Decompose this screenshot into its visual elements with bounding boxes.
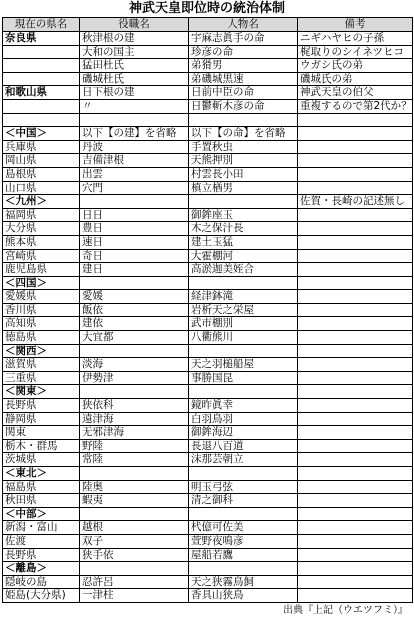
- position-cell: 大宜都: [80, 331, 189, 345]
- prefecture-cell: [3, 59, 80, 73]
- position-cell: 豊日: [80, 222, 189, 236]
- prefecture-cell: [3, 45, 80, 59]
- notes-cell: [298, 127, 413, 141]
- person-cell: 明玉弓弦: [189, 480, 298, 494]
- column-header-notes: 備考: [298, 18, 413, 32]
- table-row: [3, 32, 413, 46]
- table-row: [3, 195, 413, 209]
- prefecture-cell: 三重県: [3, 371, 80, 385]
- person-cell: 日鬱斬木彦の命: [189, 99, 298, 113]
- table-row: [3, 358, 413, 372]
- prefecture-cell: 栃木・群馬: [3, 439, 80, 453]
- governance-table: [2, 17, 413, 603]
- person-cell: 岩析天之栄屋: [189, 303, 298, 317]
- prefecture-cell: 徳島県: [3, 331, 80, 345]
- person-cell: 宇麻志眞手の命: [189, 32, 298, 46]
- table-row: [3, 167, 413, 181]
- notes-cell: [298, 276, 413, 290]
- position-cell: [80, 507, 189, 521]
- table-row: [3, 317, 413, 331]
- person-cell: 杙億可佐美: [189, 521, 298, 535]
- notes-cell: 梶取りのシイネツヒコ: [298, 45, 413, 59]
- prefecture-cell: 長野県: [3, 399, 80, 413]
- person-cell: 清之御科: [189, 494, 298, 508]
- notes-cell: [298, 344, 413, 358]
- position-cell: 速日: [80, 235, 189, 249]
- prefecture-cell: ＜中部＞: [3, 507, 80, 521]
- prefecture-cell: 福岡県: [3, 208, 80, 222]
- position-cell: 越根: [80, 521, 189, 535]
- position-cell: 出雲: [80, 167, 189, 181]
- notes-cell: [298, 371, 413, 385]
- notes-cell: 佐賀・長崎の記述無し: [298, 195, 413, 209]
- prefecture-cell: ＜関東＞: [3, 385, 80, 399]
- person-cell: 香具山狭鳥: [189, 589, 298, 603]
- prefecture-cell: ＜東北＞: [3, 467, 80, 481]
- notes-cell: [298, 154, 413, 168]
- source-citation: 出典『上記（ウエツフミ）』: [283, 604, 408, 616]
- notes-cell: [298, 385, 413, 399]
- position-cell: [80, 385, 189, 399]
- position-cell: 建依: [80, 317, 189, 331]
- position-cell: 蝦夷: [80, 494, 189, 508]
- position-cell: 飯依: [80, 303, 189, 317]
- position-cell: [80, 344, 189, 358]
- table-row: [3, 507, 413, 521]
- position-cell: 建日: [80, 263, 189, 277]
- person-cell: 武市棚別: [189, 317, 298, 331]
- prefecture-cell: 兵庫県: [3, 140, 80, 154]
- position-cell: 日日: [80, 208, 189, 222]
- table-row: [3, 494, 413, 508]
- position-cell: 以下【の建】を省略: [80, 127, 189, 141]
- position-cell: 陸奥: [80, 480, 189, 494]
- table-row: [3, 480, 413, 494]
- table-row: [3, 344, 413, 358]
- table-row: [3, 399, 413, 413]
- prefecture-cell: ＜中国＞: [3, 127, 80, 141]
- notes-cell: [298, 467, 413, 481]
- notes-cell: [298, 358, 413, 372]
- person-cell: 木之保汁長: [189, 222, 298, 236]
- position-cell: 〃: [80, 99, 189, 113]
- position-cell: 秋津根の建: [80, 32, 189, 46]
- column-header-prefecture: 現在の県名: [3, 18, 80, 32]
- header-row: [3, 18, 413, 32]
- notes-cell: [298, 548, 413, 562]
- table-row: [3, 562, 413, 576]
- notes-cell: [298, 507, 413, 521]
- prefecture-cell: 滋賀県: [3, 358, 80, 372]
- table-row: [3, 154, 413, 168]
- position-cell: [80, 195, 189, 209]
- notes-cell: 神武天皇の伯父: [298, 86, 413, 100]
- table-row: [3, 385, 413, 399]
- person-cell: 白羽鳥羽: [189, 412, 298, 426]
- notes-cell: [298, 303, 413, 317]
- position-cell: 吉備津根: [80, 154, 189, 168]
- table-row: [3, 249, 413, 263]
- person-cell: 天之狭霧鳥飼: [189, 575, 298, 589]
- position-cell: 无邪津海: [80, 426, 189, 440]
- person-cell: [189, 195, 298, 209]
- person-cell: [189, 344, 298, 358]
- table-row: [3, 140, 413, 154]
- person-cell: [189, 507, 298, 521]
- notes-cell: 磯城氏の弟: [298, 72, 413, 86]
- person-cell: 建土玉猛: [189, 235, 298, 249]
- notes-cell: [298, 589, 413, 603]
- notes-cell: [298, 249, 413, 263]
- position-cell: 忍許呂: [80, 575, 189, 589]
- prefecture-cell: [3, 99, 80, 113]
- notes-cell: [298, 562, 413, 576]
- person-cell: 天熊押別: [189, 154, 298, 168]
- position-cell: 遠津海: [80, 412, 189, 426]
- notes-cell: [298, 181, 413, 195]
- prefecture-cell: 福島県: [3, 480, 80, 494]
- column-header-person: 人物名: [189, 18, 298, 32]
- prefecture-cell: ＜関西＞: [3, 344, 80, 358]
- table-row: [3, 208, 413, 222]
- prefecture-cell: 茨城県: [3, 453, 80, 467]
- prefecture-cell: 奈良県: [3, 32, 80, 46]
- position-cell: 愛媛: [80, 290, 189, 304]
- person-cell: 村雲長小田: [189, 167, 298, 181]
- person-cell: 八衢熊川: [189, 331, 298, 345]
- prefecture-cell: 佐渡: [3, 534, 80, 548]
- table-row: [3, 59, 413, 73]
- prefecture-cell: 高知県: [3, 317, 80, 331]
- table-row: [3, 439, 413, 453]
- notes-cell: [298, 167, 413, 181]
- person-cell: 萱野夜鳴彦: [189, 534, 298, 548]
- position-cell: 常陸: [80, 453, 189, 467]
- notes-cell: [298, 534, 413, 548]
- table-body: [3, 32, 413, 603]
- position-cell: 丹波: [80, 140, 189, 154]
- table-row: [3, 453, 413, 467]
- table-row: [3, 467, 413, 481]
- table-row: [3, 86, 413, 100]
- person-cell: 槙立楢男: [189, 181, 298, 195]
- prefecture-cell: 島根県: [3, 167, 80, 181]
- person-cell: 事勝国昆: [189, 371, 298, 385]
- table-row: [3, 181, 413, 195]
- person-cell: 御鉾海辺: [189, 426, 298, 440]
- prefecture-cell: ＜九州＞: [3, 195, 80, 209]
- position-cell: [80, 276, 189, 290]
- person-cell: 弟磯城黒速: [189, 72, 298, 86]
- table-row: [3, 371, 413, 385]
- table-row: [3, 426, 413, 440]
- position-cell: 大和の国主: [80, 45, 189, 59]
- notes-cell: ウガシ氏の弟: [298, 59, 413, 73]
- prefecture-cell: 秋田県: [3, 494, 80, 508]
- prefecture-cell: 香川県: [3, 303, 80, 317]
- person-cell: 手置秋虫: [189, 140, 298, 154]
- position-cell: [80, 113, 189, 127]
- prefecture-cell: 関東: [3, 426, 80, 440]
- notes-cell: [298, 426, 413, 440]
- prefecture-cell: [3, 72, 80, 86]
- notes-cell: [298, 235, 413, 249]
- notes-cell: [298, 399, 413, 413]
- table-row: [3, 521, 413, 535]
- notes-cell: [298, 480, 413, 494]
- prefecture-cell: ＜離島＞: [3, 562, 80, 576]
- table-row: [3, 412, 413, 426]
- person-cell: 高淤迦美姪合: [189, 263, 298, 277]
- notes-cell: [298, 140, 413, 154]
- position-cell: 穴門: [80, 181, 189, 195]
- table-row: [3, 72, 413, 86]
- notes-cell: [298, 521, 413, 535]
- prefecture-cell: [3, 113, 80, 127]
- person-cell: [189, 385, 298, 399]
- column-header-position: 役職名: [80, 18, 189, 32]
- person-cell: [189, 276, 298, 290]
- notes-cell: 重複するので第2代か？: [298, 99, 413, 113]
- position-cell: 奇日: [80, 249, 189, 263]
- table-row: [3, 45, 413, 59]
- person-cell: 以下【の命】を省略: [189, 127, 298, 141]
- person-cell: 日前中臣の命: [189, 86, 298, 100]
- table-row: [3, 263, 413, 277]
- person-cell: 屋船若鷹: [189, 548, 298, 562]
- notes-cell: [298, 575, 413, 589]
- position-cell: 狭依科: [80, 399, 189, 413]
- person-cell: 鏡昨眞幸: [189, 399, 298, 413]
- notes-cell: [298, 317, 413, 331]
- prefecture-cell: 愛媛県: [3, 290, 80, 304]
- notes-cell: [298, 222, 413, 236]
- prefecture-cell: 静岡県: [3, 412, 80, 426]
- person-cell: 大霍棚河: [189, 249, 298, 263]
- notes-cell: [298, 263, 413, 277]
- prefecture-cell: 宮崎県: [3, 249, 80, 263]
- table-row: [3, 589, 413, 603]
- position-cell: 猛田杜氏: [80, 59, 189, 73]
- person-cell: 天之羽槌船屋: [189, 358, 298, 372]
- position-cell: 双子: [80, 534, 189, 548]
- position-cell: 日下根の建: [80, 86, 189, 100]
- position-cell: 野陸: [80, 439, 189, 453]
- notes-cell: [298, 439, 413, 453]
- person-cell: 珍彦の命: [189, 45, 298, 59]
- prefecture-cell: 姫島(大分県): [3, 589, 80, 603]
- position-cell: 磯城杜氏: [80, 72, 189, 86]
- table-row: [3, 548, 413, 562]
- table-row: [3, 534, 413, 548]
- table-row: [3, 222, 413, 236]
- position-cell: [80, 562, 189, 576]
- person-cell: [189, 562, 298, 576]
- prefecture-cell: ＜四国＞: [3, 276, 80, 290]
- prefecture-cell: 隠岐の島: [3, 575, 80, 589]
- prefecture-cell: 岡山県: [3, 154, 80, 168]
- position-cell: 淡海: [80, 358, 189, 372]
- notes-cell: [298, 331, 413, 345]
- table-row: [3, 331, 413, 345]
- prefecture-cell: 新潟・富山: [3, 521, 80, 535]
- table-row: [3, 127, 413, 141]
- notes-cell: [298, 412, 413, 426]
- prefecture-cell: 和歌山県: [3, 86, 80, 100]
- notes-cell: [298, 113, 413, 127]
- notes-cell: ニギハヤヒの子孫: [298, 32, 413, 46]
- table-row: [3, 113, 413, 127]
- person-cell: 弟猾男: [189, 59, 298, 73]
- person-cell: [189, 467, 298, 481]
- position-cell: 伊勢津: [80, 371, 189, 385]
- notes-cell: [298, 208, 413, 222]
- table-row: [3, 276, 413, 290]
- table-row: [3, 290, 413, 304]
- position-cell: 狭手依: [80, 548, 189, 562]
- prefecture-cell: 山口県: [3, 181, 80, 195]
- prefecture-cell: 大分県: [3, 222, 80, 236]
- table-row: [3, 303, 413, 317]
- prefecture-cell: 鹿児島県: [3, 263, 80, 277]
- person-cell: 長退八百道: [189, 439, 298, 453]
- position-cell: 一津柱: [80, 589, 189, 603]
- page-title: 神武天皇即位時の統治体制: [128, 1, 285, 16]
- table-row: [3, 235, 413, 249]
- table-row: [3, 575, 413, 589]
- person-cell: 経津鉢滝: [189, 290, 298, 304]
- person-cell: [189, 113, 298, 127]
- prefecture-cell: 熊本県: [3, 235, 80, 249]
- table-row: [3, 99, 413, 113]
- notes-cell: [298, 290, 413, 304]
- position-cell: [80, 467, 189, 481]
- notes-cell: [298, 494, 413, 508]
- prefecture-cell: 長野県: [3, 548, 80, 562]
- notes-cell: [298, 453, 413, 467]
- person-cell: 御鉾座玉: [189, 208, 298, 222]
- person-cell: 沫那芸朝立: [189, 453, 298, 467]
